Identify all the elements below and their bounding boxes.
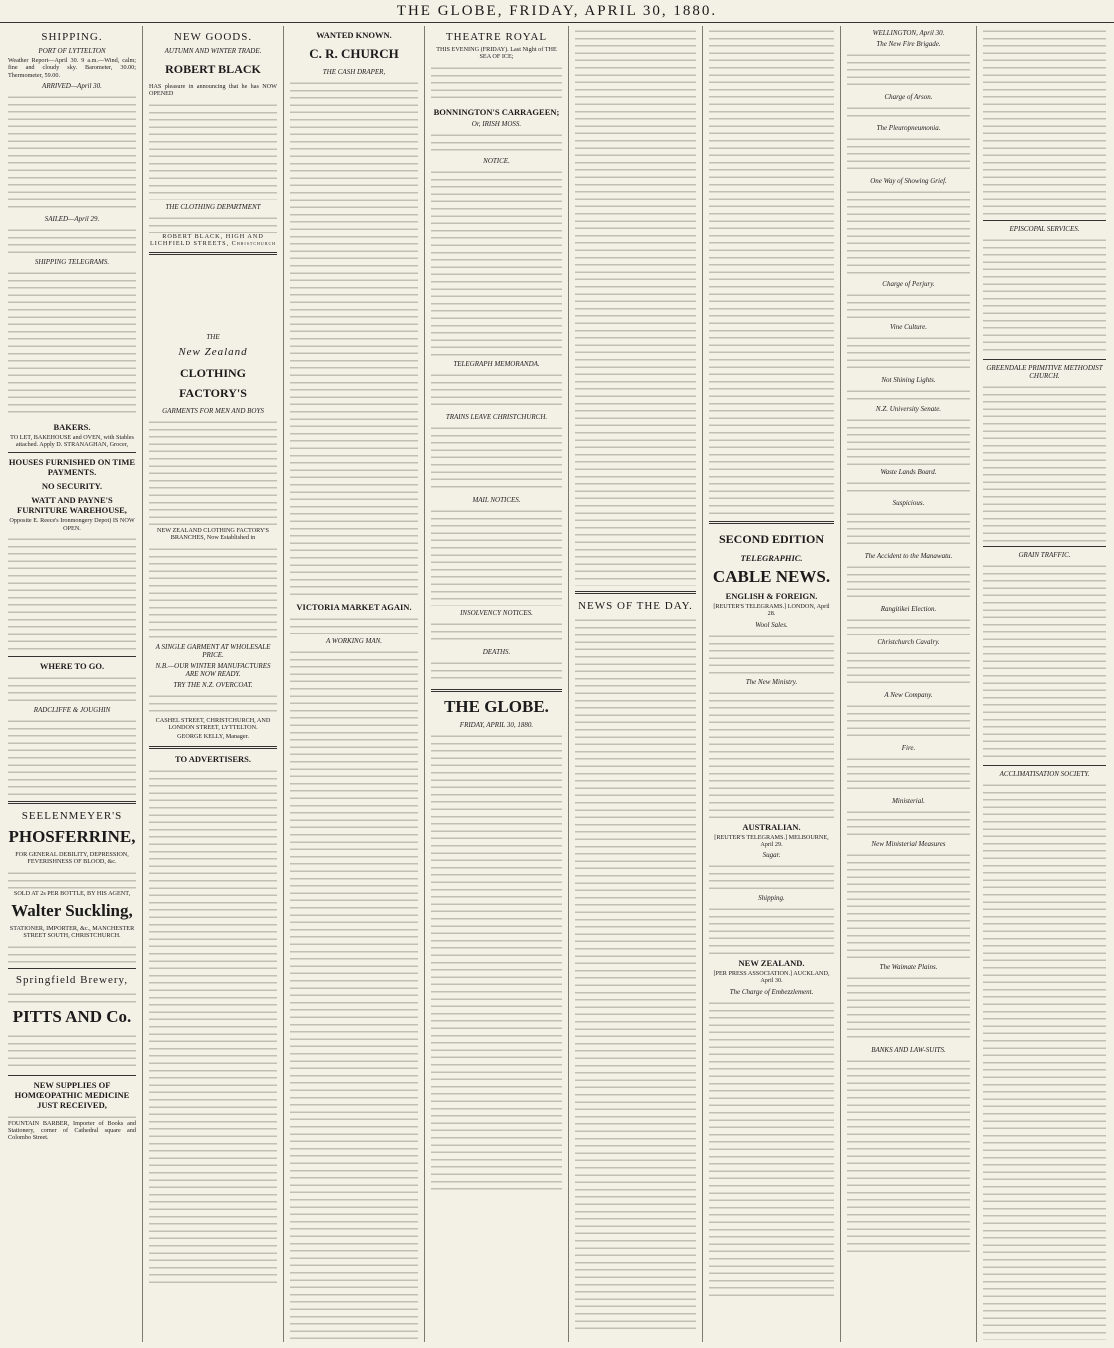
waste-lands-board: Waste Lands Board. [880,468,937,476]
new-goods-heading: NEW GOODS. [173,31,253,43]
news-of-the-day: NEWS OF THE DAY. [578,600,693,612]
shipping-telegrams-heading: SHIPPING TELEGRAMS. [34,257,110,266]
notice-heading: NOTICE. [483,156,510,165]
clothing-department: THE CLOTHING DEPARTMENT [165,202,261,211]
working-man: A WORKING MAN. [325,637,383,645]
christchurch-cavalry: Christchurch Cavalry. [877,638,940,646]
watt-payne-heading: WATT AND PAYNE'S FURNITURE WAREHOUSE, [17,495,127,516]
phosferrine-sub: FOR GENERAL DEBILITY, DEPRESSION, FEVERISHNESS OF BLOOD, &c. [15,851,129,866]
manawatu-accident: The Accident to the Manawatu. [864,552,953,560]
insolvency-notices: INSOLVENCY NOTICES. [460,608,533,617]
trains-leave: TRAINS LEAVE CHRISTCHURCH. [445,412,548,421]
cable-news: CABLE NEWS. [712,567,831,586]
robert-black: ROBERT BLACK [165,62,261,76]
this-evening: THIS EVENING (FRIDAY). Last Night of THE SEA OF ICE; [436,46,557,61]
column-2 [143,26,284,1342]
perjury-charge: Charge of Perjury. [882,280,935,288]
weather-report: Weather Report—April 30. 9 a.m.—Wind, calm; fine and cloudy sky. Barometer, 30.00; Thermometer, 59.00. [8,57,136,79]
garments-men-boys: GARMENTS FOR MEN AND BOYS [162,407,264,416]
new-zealand-news: NEW ZEALAND. [738,958,805,969]
try-overcoat: TRY THE N.Z. OVERCOAT. [173,680,253,689]
press-auckland: [PER PRESS ASSOCIATION.] AUCKLAND, April 30. [713,970,830,985]
arrived-heading: ARRIVED—April 30. [42,81,102,90]
black-address: ROBERT BLACK, HIGH AND LICHFIELD STREETS, Christchurch [149,232,277,247]
irish-moss: Or, IRISH MOSS. [471,119,522,128]
waimate-plains: The Waimate Plains. [879,963,938,971]
ministerial-measures: New Ministerial Measures [871,840,946,848]
radcliffe-joughin: RADCLIFFE & JOUGHIN [33,706,111,715]
fountain-barber: FOUNTAIN BARBER, Importer of Books and Stationery, corner of Cathedral square and Colombo Street. [8,1119,136,1142]
column-3 [284,26,425,1342]
new-company: A New Company. [884,691,933,699]
column-1 [2,26,143,1342]
masthead: THE GLOBE, FRIDAY, APRIL 30, 1880. [0,0,1114,23]
not-shining-lights: Not Shining Lights. [881,376,936,384]
new-ministry: The New Ministry. [745,677,798,686]
new-zealand-heading: New Zealand [178,346,248,359]
column-7 [841,26,977,1342]
port-heading: PORT OF LYTTELTON [38,47,106,55]
showing-grief: One Way of Showing Grief. [870,177,947,185]
banks-law-suits: BANKS AND LAW-SUITS. [871,1046,946,1054]
column-4 [425,26,569,1342]
pitts-and-co: PITTS AND Co. [12,1006,132,1026]
embezzlement-charge: The Charge of Embezzlement. [729,987,814,996]
sugar-heading: Sugar. [762,851,781,860]
sailed-heading: SAILED—April 29. [44,214,100,223]
column-5 [569,26,703,1342]
the-label: THE [206,333,220,342]
theatre-royal: THEATRE ROYAL [445,31,548,43]
suckling-address: STATIONER, IMPORTER, &c., MANCHESTER STREET SOUTH, CHRISTCHURCH. [9,924,135,940]
no-security-heading: NO SECURITY. [41,481,103,492]
vine-culture: Vine Culture. [890,323,927,331]
episcopal-services: EPISCOPAL SERVICES. [1009,225,1080,233]
bonnington-carrageen: BONNINGTON'S CARRAGEEN; [433,106,560,117]
george-kelly: GEORGE KELLY, Manager. [177,733,249,741]
reuter-melbourne: [REUTER'S TELEGRAMS.] MELBOURNE, April 29. [714,833,829,848]
pleuropneumonia: The Pleuropneumonia. [876,124,941,132]
cashel-street: CASHEL STREET, CHRISTCHURCH, AND LONDON STREET, LYTTELTON. [155,716,271,732]
winter-manufactures: N.B.—OUR WINTER MANUFACTURES ARE NOW READY. [155,661,271,678]
shipping-heading: SHIPPING. [41,31,103,43]
mail-notices: MAIL NOTICES. [472,495,521,504]
greendale-church: GREENDALE PRIMITIVE METHODIST CHURCH. [986,364,1103,380]
column-8 [977,26,1112,1342]
houses-furnished-heading: HOUSES FURNISHED ON TIME PAYMENTS. [8,457,136,478]
autumn-trade: AUTUMN AND WINTER TRADE. [164,47,262,55]
wanted-known: WANTED KNOWN. [316,30,392,40]
shipping-sub-heading: Shipping. [758,894,785,903]
to-advertisers: TO ADVERTISERS. [174,753,252,764]
suspicious-heading: Suspicious. [892,499,925,507]
second-edition: SECOND EDITION [718,532,825,546]
telegraph-memoranda: TELEGRAPH MEMORANDA. [453,359,540,368]
cash-draper: THE CASH DRAPER, [322,68,386,76]
reuter-london: [REUTER'S TELEGRAMS.] LONDON, April 28. [713,603,830,618]
globe-date: FRIDAY, APRIL 30, 1880. [459,720,534,729]
seelenmeyer-heading: SEELENMEYER'S [21,810,123,823]
factory-branches: NEW ZEALAND CLOTHING FACTORY'S BRANCHES, Now Established in [157,527,269,542]
acclimatisation-society: ACCLIMATISATION SOCIETY. [999,770,1090,778]
opposite-note: Opposite E. Reece's Ironmongery Depot) IS NOW OPEN. [9,517,135,532]
black-intro: HAS pleasure in announcing that he has NOW OPENED [149,83,277,98]
fire-heading: Fire. [901,744,916,752]
deaths-heading: DEATHS. [482,647,511,656]
phosferrine-heading: PHOSFERRINE, [8,827,136,847]
the-globe-heading: THE GLOBE. [444,696,549,716]
walter-suckling: Walter Suckling, [11,900,133,920]
column-6 [703,26,841,1342]
ministerial-heading: Ministerial. [892,797,925,805]
wellington-date: WELLINGTON, April 30. [872,29,945,37]
bakehouse-ad: TO LET, BAKEHOUSE and OVEN, with Stables attached. Apply D. STRANAGHAN, Grocer, [10,433,134,449]
sold-agent: SOLD AT 2s PER BOTTLE, BY HIS AGENT, [13,889,131,897]
rangitikei-election: Rangitikei Election. [880,605,937,613]
australian-heading: AUSTRALIAN. [742,821,801,832]
homeopathic-heading: NEW SUPPLIES OF HOMŒOPATHIC MEDICINE JUST RECEIVED, [14,1079,130,1110]
where-to-go-heading: WHERE TO GO. [39,661,105,672]
university-senate: N.Z. University Senate. [875,405,942,413]
clothing-factory: CLOTHING FACTORY'S [179,366,247,401]
wool-sales: Wool Sales. [755,620,788,629]
english-foreign: ENGLISH & FOREIGN. [725,591,818,601]
grain-traffic: GRAIN TRAFFIC. [1018,551,1071,559]
arson-charge: Charge of Arson. [884,93,933,101]
springfield-brewery: Springfield Brewery, [15,973,129,986]
fire-brigade: The New Fire Brigade. [876,40,941,48]
victoria-market: VICTORIA MARKET AGAIN. [296,602,412,612]
single-garment: A SINGLE GARMENT AT WHOLESALE PRICE. [155,642,271,659]
bakers-heading: BAKERS. [53,421,91,432]
cr-church: C. R. CHURCH [309,46,399,61]
telegraphic-heading: TELEGRAPHIC. [740,553,803,563]
